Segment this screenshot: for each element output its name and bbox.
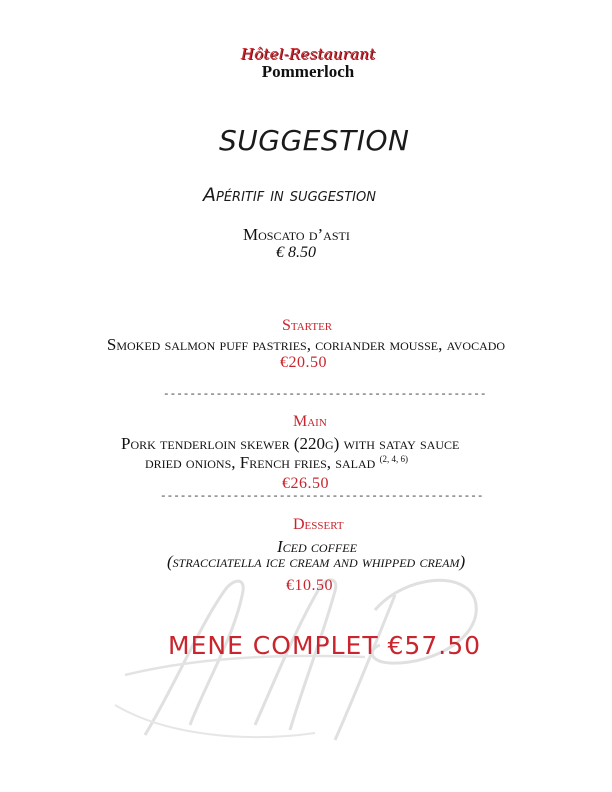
logo-script-text: Hôtel-Restaurant (240, 45, 376, 63)
aperitif-price: € 8.50 (276, 244, 316, 261)
logo-name-text: Pommerloch (261, 62, 355, 81)
main-price: €26.50 (282, 475, 329, 492)
menu-complete-total: MENE COMPLET €57.50 (168, 631, 482, 660)
main-allergens: (2, 4, 6) (379, 454, 409, 464)
starter-heading: Starter (282, 317, 333, 334)
dessert-line2: (stracciatella ice cream and whipped cream) (167, 552, 466, 571)
dessert-price: €10.50 (286, 577, 333, 594)
main-description-line1: Pork tenderloin skewer (220g) with satay sauce (121, 434, 460, 453)
aperitif-heading: Apéritif in suggestion (203, 184, 376, 206)
divider-1: ------------------------------------------------- (163, 389, 487, 401)
page-title: SUGGESTION (219, 124, 410, 157)
main-heading: Main (293, 413, 327, 430)
divider-2: ------------------------------------------------- (160, 491, 484, 503)
watermark-p-stem (335, 595, 395, 740)
starter-price: €20.50 (280, 354, 327, 371)
dessert-heading: Dessert (293, 516, 344, 533)
main-line2-text: dried onions, French fries, salad (145, 453, 376, 472)
main-description-line2 (145, 453, 408, 473)
dessert-line1: Iced coffee (277, 537, 357, 556)
aperitif-item: Moscato d’asti (243, 225, 350, 244)
starter-description: Smoked salmon puff pastries, coriander mousse, avocado (106, 335, 506, 354)
